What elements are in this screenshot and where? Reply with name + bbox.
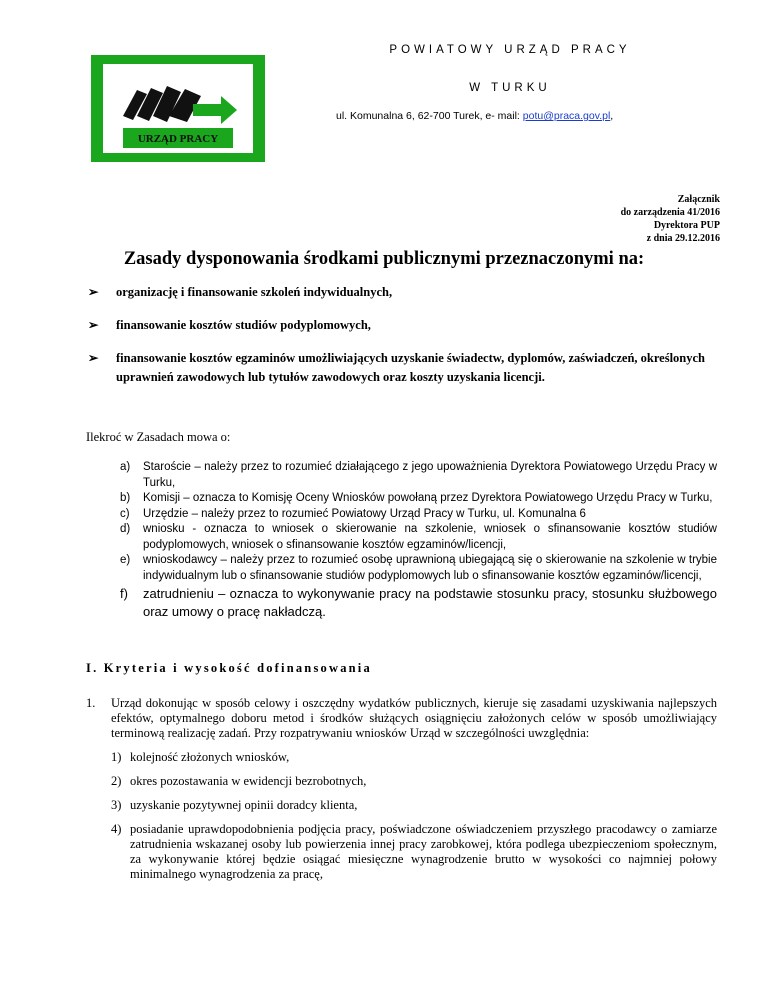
criteria-subitem xyxy=(111,822,717,882)
subitem-text: uzyskanie pozytywnej opinii doradcy klienta, xyxy=(130,798,358,812)
email-link[interactable]: potu@praca.gov.pl xyxy=(522,110,611,122)
criteria-number: 1. xyxy=(86,696,96,710)
criteria-subitem xyxy=(111,798,717,813)
logo xyxy=(91,55,265,162)
arrow-bullet-icon: ➢ xyxy=(88,351,99,365)
annex-line: do zarządzenia 41/2016 xyxy=(620,207,720,218)
definition-letter: d) xyxy=(120,523,131,535)
criteria-text: Urząd dokonując w sposób celowy i oszczędny wydatków publicznych, kieruje się zasadami uzyskiwania najlepszych efektów, optymalnego doboru metod i środków służących osiągnięciu założonych celów w sposób umożliwiający terminową realizację zadań. Przy rozpatrywaniu wniosków Urząd w szczególności uwzględnia: xyxy=(111,696,717,740)
definition-item xyxy=(120,491,717,507)
logo-arrow xyxy=(193,96,237,124)
annex-block xyxy=(621,193,720,245)
subitem-number: 1) xyxy=(111,750,122,764)
arrow-bullet-icon: ➢ xyxy=(88,318,99,332)
definition-item xyxy=(120,507,717,523)
section-heading: I. Kryteria i wysokość dofinansowania xyxy=(86,661,372,675)
purpose-item xyxy=(86,316,706,335)
purpose-item xyxy=(86,283,706,302)
criteria-item xyxy=(86,696,717,741)
purpose-item-text: finansowanie kosztów studiów podyplomowych, xyxy=(116,318,371,332)
definition-text: Urzędzie – należy przez to rozumieć Powiatowy Urząd Pracy w Turku, ul. Komunalna 6 xyxy=(143,507,586,520)
address-line xyxy=(336,110,613,122)
subitem-number: 4) xyxy=(111,822,122,836)
arrow-bullet-icon: ➢ xyxy=(88,285,99,299)
definition-text: zatrudnieniu – oznacza to wykonywanie pracy na podstawie stosunku pracy, stosunku służbowego oraz umowy o pracę nakładczą. xyxy=(143,586,717,619)
purpose-list xyxy=(86,283,706,401)
subitem-text: posiadanie uprawdopodobnienia podjęcia pracy, poświadczone oświadczeniem przyszłego pracodawcy o zamiarze zatrudnienia wskazanej osoby lub powierzenia innej pracy zarobkowej, która podlega ubezpieczeniom społecznym, za wykonywanie której będzie osiągać miesięczne wynagrodzenie brutto w wysokości co najmniej połowy minimalnego wynagrodzenia za pracę, xyxy=(130,822,717,881)
annex-line: z dnia 29.12.2016 xyxy=(646,233,720,244)
definitions-intro: Ilekroć w Zasadach mowa o: xyxy=(86,430,231,444)
definition-letter: a) xyxy=(120,461,131,473)
definitions-list xyxy=(120,460,717,621)
criteria-subitem xyxy=(111,750,717,765)
criteria-list xyxy=(86,696,717,882)
definition-item xyxy=(120,585,717,621)
subitem-text: kolejność złożonych wniosków, xyxy=(130,750,290,764)
definition-text: wnioskodawcy – należy przez to rozumieć osobę uprawnioną ubiegającą się o skierowanie na szkolenie w trybie indywidualnym lub o sfinansowanie studiów podyplomowych lub o sfinansowanie kosztów egzaminów/licencji, xyxy=(143,554,717,582)
logo-caption: URZĄD PRACY xyxy=(137,133,219,145)
subitem-number: 3) xyxy=(111,798,122,812)
purpose-item-text: finansowanie kosztów egzaminów umożliwiających uzyskanie świadectw, dyplomów, zaświadczeń, określonych uprawnień zawodowych lub tytułów zawodowych oraz koszty uzyskania licencji. xyxy=(116,351,706,384)
purpose-item xyxy=(86,349,706,387)
org-name-line2: W TURKU xyxy=(469,82,551,94)
criteria-subitem xyxy=(111,774,717,789)
definition-letter: b) xyxy=(120,492,131,504)
subitem-number: 2) xyxy=(111,774,122,788)
definition-text: wniosku - oznacza to wniosek o skierowanie na szkolenie, wniosek o sfinansowanie kosztów studiów podyplomowych, wniosek o sfinansowanie kosztów egzaminów/licencji, xyxy=(143,523,717,551)
annex-line: Dyrektora PUP xyxy=(653,220,720,231)
logo-graphic xyxy=(103,64,253,153)
logo-panel xyxy=(103,64,253,153)
address-tail: , xyxy=(610,110,614,122)
annex-line: Załącznik xyxy=(677,194,720,205)
org-name-line1: POWIATOWY URZĄD PRACY xyxy=(389,44,631,56)
document-title: Zasady dysponowania środkami publicznymi przeznaczonymi na: xyxy=(123,249,645,269)
definition-letter: f) xyxy=(120,586,128,601)
definition-item xyxy=(120,522,717,553)
definition-item xyxy=(120,553,717,584)
definition-text: Staroście – należy przez to rozumieć działającego z jego upoważnienia Dyrektora Powiatowego Urzędu Pracy w Turku, xyxy=(143,461,717,489)
purpose-item-text: organizację i finansowanie szkoleń indywidualnych, xyxy=(116,285,393,299)
definition-text: Komisji – oznacza to Komisję Oceny Wniosków powołaną przez Dyrektora Powiatowego Urzędu Pracy w Turku, xyxy=(143,492,713,504)
definition-letter: c) xyxy=(120,507,130,520)
subitem-text: okres pozostawania w ewidencji bezrobotnych, xyxy=(130,774,367,788)
definition-item xyxy=(120,460,717,491)
address-text: ul. Komunalna 6, 62-700 Turek, e- mail: xyxy=(336,110,523,122)
definition-letter: e) xyxy=(120,554,131,566)
